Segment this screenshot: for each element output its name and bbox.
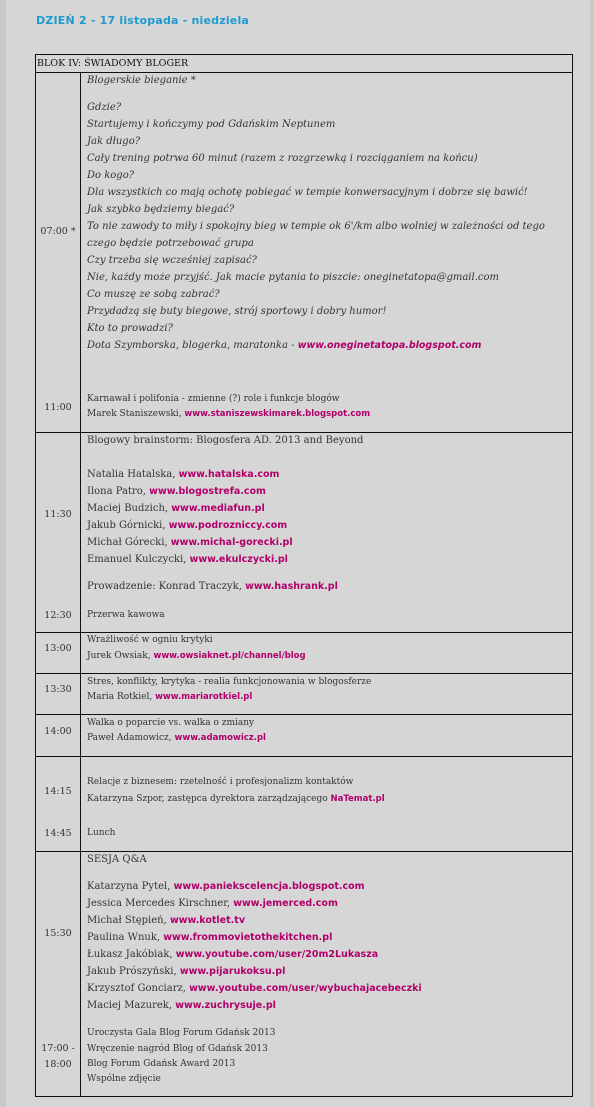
session-1330-title: Stres, konflikty, krytyka - realia funkcjonowania w blogosferze xyxy=(87,677,372,687)
session-1415-title: Relacje z biznesem: rzetelność i profesjonalizm kontaktów xyxy=(87,777,354,787)
run-host-name: Dota Szymborska, blogerka, maratonka - xyxy=(87,340,298,351)
moderator xyxy=(87,579,338,596)
panelist xyxy=(87,913,245,930)
run-host xyxy=(87,338,481,355)
panelist-link[interactable]: www.hatalska.com xyxy=(178,469,280,480)
run-line: Nie, każdy może przyjść. Jak macie pytania to piszcie: oneginetatopa@gmail.com xyxy=(87,272,499,283)
panelist-link[interactable]: www.youtube.com/user/wybuchajacebeczki xyxy=(189,983,422,994)
divider xyxy=(36,714,572,715)
time-column-divider xyxy=(80,73,81,1096)
speaker-name: Katarzyna Szpor, zastępca dyrektora zarządzającego xyxy=(87,794,331,804)
panelist-name: Jessica Mercedes Kirschner, xyxy=(87,898,234,909)
speaker-name: Marek Staniszewski, xyxy=(87,409,185,419)
gala-line: Blog Forum Gdańsk Award 2013 xyxy=(87,1059,236,1069)
moderator-name: Prowadzenie: Konrad Traczyk, xyxy=(87,581,246,592)
panelist-link[interactable]: www.blogostrefa.com xyxy=(149,486,266,497)
run-title: Blogerskie bieganie * xyxy=(87,75,196,86)
panelist-link[interactable]: www.jemerced.com xyxy=(233,898,338,909)
run-host-link[interactable]: www.oneginetatopa.blogspot.com xyxy=(297,340,482,351)
time-1400: 14:00 xyxy=(44,726,72,737)
panelist-name: Maciej Budzich, xyxy=(87,503,172,514)
run-line: Czy trzeba się wcześniej zapisać? xyxy=(87,255,257,266)
panelist-link[interactable]: www.mediafun.pl xyxy=(171,503,265,514)
panelist-name: Ilona Patro, xyxy=(87,486,150,497)
time-0700: 07:00 * xyxy=(40,226,76,237)
panelist xyxy=(87,484,266,501)
panelist-name: Maciej Mazurek, xyxy=(87,1000,176,1011)
day-title: DZIEŃ 2 - 17 listopada - niedziela xyxy=(36,14,250,27)
run-line: Jak długo? xyxy=(87,136,141,147)
panelist xyxy=(87,896,338,913)
panelist-link[interactable]: www.zuchrysuje.pl xyxy=(175,1000,276,1011)
session-1445-title: Lunch xyxy=(87,828,116,838)
panelist-link[interactable]: www.ekulczycki.pl xyxy=(189,554,288,565)
divider xyxy=(36,756,572,757)
run-line: Gdzie? xyxy=(87,102,122,113)
session-1100-title: Karnawał i polifonia - zmienne (?) role i funkcje blogów xyxy=(87,394,340,404)
speaker-link[interactable]: www.mariarotkiel.pl xyxy=(155,692,253,702)
session-1400-title: Walka o poparcie vs. walka o zmiany xyxy=(87,718,255,728)
gala-line: Wręczenie nagród Blog of Gdańsk 2013 xyxy=(87,1044,268,1054)
panelist-name: Katarzyna Pytel, xyxy=(87,881,174,892)
speaker-name: Paweł Adamowicz, xyxy=(87,733,175,743)
panelist-name: Jakub Prószyński, xyxy=(87,966,180,977)
time-1130: 11:30 xyxy=(44,509,72,520)
panelist xyxy=(87,964,285,981)
panelist xyxy=(87,879,365,896)
panelist-name: Natalia Hatalska, xyxy=(87,469,179,480)
session-1530-title: SESJA Q&A xyxy=(87,854,147,865)
panelist-name: Michał Górecki, xyxy=(87,537,171,548)
run-line: Co muszę ze sobą zabrać? xyxy=(87,289,220,300)
run-line: Do kogo? xyxy=(87,170,135,181)
run-line: czego będzie potrzebować grupa xyxy=(87,238,254,249)
page xyxy=(6,0,590,1107)
panelist xyxy=(87,518,287,535)
session-1300-title: Wrażliwość w ogniu krytyki xyxy=(87,635,213,645)
schedule-table xyxy=(35,54,573,1097)
speaker-link[interactable]: www.adamowicz.pl xyxy=(174,733,266,743)
panelist-link[interactable]: www.kotlet.tv xyxy=(169,915,246,926)
run-line: To nie zawody to miły i spokojny bieg w tempie ok 6'/km albo wolniej w zależności od tego xyxy=(87,221,545,232)
panelist-name: Michał Stępień, xyxy=(87,915,170,926)
panelist xyxy=(87,947,378,964)
panelist xyxy=(87,467,279,484)
speaker-link[interactable]: www.staniszewskimarek.blogspot.com xyxy=(184,409,371,419)
moderator-link[interactable]: www.hashrank.pl xyxy=(245,581,338,592)
run-line: Dla wszystkich co mają ochotę pobiegać w tempie konwersacyjnym i dobrze się bawić! xyxy=(87,187,528,198)
divider xyxy=(36,673,572,674)
panelist xyxy=(87,552,288,569)
panelist xyxy=(87,930,332,947)
time-1300: 13:00 xyxy=(44,643,72,654)
panelist-name: Jakub Górnicki, xyxy=(87,520,169,531)
speaker-name: Jurek Owsiak, xyxy=(87,651,154,661)
time-1530: 15:30 xyxy=(44,928,72,939)
time-1700-end: 18:00 xyxy=(44,1059,72,1070)
panelist xyxy=(87,501,265,518)
time-1100: 11:00 xyxy=(44,402,72,413)
time-1330: 13:30 xyxy=(44,684,72,695)
panelist-link[interactable]: www.pijarukoksu.pl xyxy=(179,966,286,977)
time-1415: 14:15 xyxy=(44,786,72,797)
panelist-name: Paulina Wnuk, xyxy=(87,932,164,943)
session-1100-speaker xyxy=(87,407,370,423)
speaker-link[interactable]: www.owsiaknet.pl/channel/blog xyxy=(153,651,306,661)
gala-line: Uroczysta Gala Blog Forum Gdańsk 2013 xyxy=(87,1028,276,1038)
block-title: BLOK IV: ŚWIADOMY BLOGER xyxy=(37,58,189,69)
session-1415-speaker xyxy=(87,792,385,808)
panelist-link[interactable]: www.podrozniccy.com xyxy=(168,520,288,531)
session-1330-speaker xyxy=(87,690,252,706)
speaker-link[interactable]: NaTemat.pl xyxy=(330,794,385,804)
gala-line: Wspólne zdjęcie xyxy=(87,1074,161,1084)
panelist-link[interactable]: www.youtube.com/user/20m2Lukasza xyxy=(175,949,379,960)
panelist-link[interactable]: www.michal-gorecki.pl xyxy=(170,537,293,548)
panelist xyxy=(87,535,293,552)
panelist-name: Łukasz Jakóbiak, xyxy=(87,949,176,960)
speaker-name: Maria Rotkiel, xyxy=(87,692,156,702)
panelist-name: Emanuel Kulczycki, xyxy=(87,554,190,565)
session-1300-speaker xyxy=(87,649,306,665)
time-1230: 12:30 xyxy=(44,610,72,621)
panelist-link[interactable]: www.paniekscelencja.blogspot.com xyxy=(173,881,365,892)
run-line: Przydadzą się buty biegowe, strój sportowy i dobry humor! xyxy=(87,306,387,317)
panelist-link[interactable]: www.frommovietothekitchen.pl xyxy=(163,932,333,943)
session-1130-title: Blogowy brainstorm: Blogosfera AD. 2013 and Beyond xyxy=(87,435,364,446)
run-line: Jak szybko będziemy biegać? xyxy=(87,204,235,215)
time-1700-start: 17:00 - xyxy=(41,1043,75,1054)
run-line: Kto to prowadzi? xyxy=(87,323,173,334)
run-line: Startujemy i kończymy pod Gdańskim Neptunem xyxy=(87,119,336,130)
time-1445: 14:45 xyxy=(44,828,72,839)
session-1230-title: Przerwa kawowa xyxy=(87,610,165,620)
panelist xyxy=(87,998,276,1015)
panelist-name: Krzysztof Gonciarz, xyxy=(87,983,190,994)
session-1400-speaker xyxy=(87,731,266,747)
run-line: Cały trening potrwa 60 minut (razem z rozgrzewką i rozciąganiem na końcu) xyxy=(87,153,478,164)
panelist xyxy=(87,981,422,998)
